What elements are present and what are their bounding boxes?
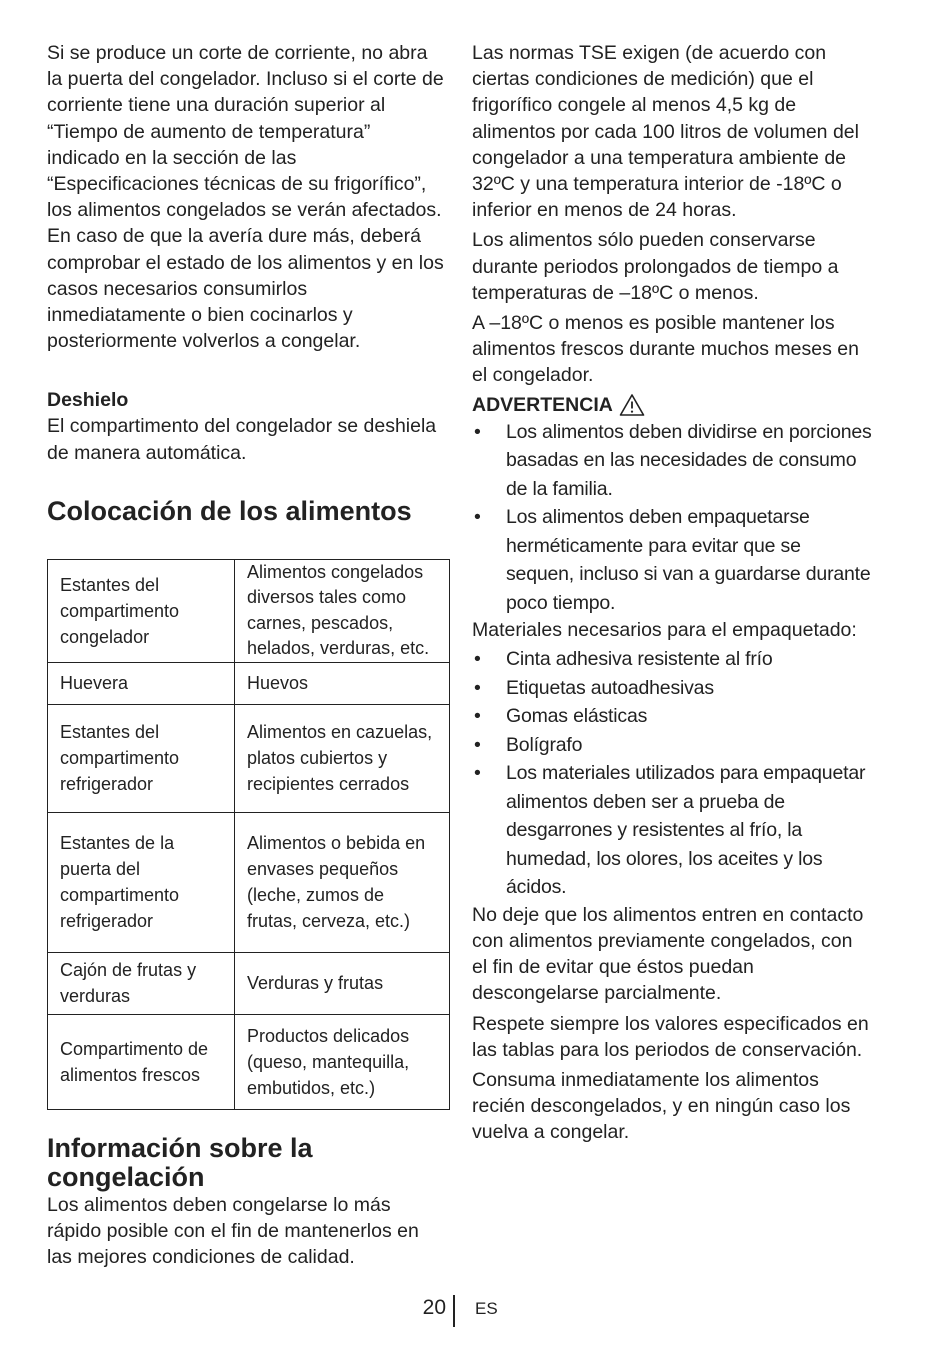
table-row: [48, 952, 450, 1014]
table-cell-food: Productos delicados (queso, mantequilla, embutidos, etc.): [235, 1014, 450, 1109]
power-outage-paragraph: Si se produce un corte de corriente, no abra la puerta del congelador. Incluso si el corte de corriente tiene una duración superior al “Tiempo de aumento de temperatura” indicado en la sección de las “Especificaciones técnicas de su frigorífico”, los alimentos congelados se verán afectados. En caso de que la avería dure más, deberá comprobar el estado de los alimentos y en los casos necesarios consumirlos inmediatamente o bien cocinarlos y posteriormente volverlos a congelar.: [47, 42, 444, 353]
bullet-icon: •: [474, 420, 481, 443]
list-item: • Bolígrafo: [472, 731, 872, 760]
warning-triangle-icon: [619, 393, 645, 417]
list-item: • Etiquetas autoadhesivas: [472, 674, 872, 703]
fresh-months-paragraph: A –18ºC o menos es posible mantener los alimentos frescos durante muchos meses en el congelador.: [472, 312, 859, 387]
respect-paragraph: Respete siempre los valores especificados en las tablas para los periodos de conservación.: [472, 1012, 869, 1061]
footer-divider: [453, 1295, 455, 1327]
table-cell-food: Alimentos o bebida en envases pequeños (leche, zumos de frutas, cerveza, etc.): [235, 812, 450, 952]
page-footer: [0, 1294, 950, 1330]
bullet-icon: •: [474, 648, 481, 671]
tse-paragraph: Las normas TSE exigen (de acuerdo con ciertas condiciones de medición) que el frigorífico congele al menos 4,5 kg de alimentos por cada 100 litros de volumen del congelador a una temperatura ambiente de 32ºC y una temperatura interior de -18ºC o inferior en menos de 24 horas.: [472, 42, 859, 222]
materials-intro: Materiales necesarios para el empaquetado:: [472, 619, 857, 642]
food-placement-table: [47, 559, 450, 1110]
table-cell-food: Alimentos en cazuelas, platos cubiertos y recipientes cerrados: [235, 704, 450, 812]
list-item: • Los alimentos deben dividirse en porciones basadas en las necesidades de consumo de la familia.: [472, 418, 872, 504]
table-cell-zone: Huevera: [48, 662, 235, 704]
bullet-icon: •: [474, 733, 481, 756]
language-code: ES: [475, 1299, 498, 1318]
table-cell-food: Huevos: [235, 662, 450, 704]
table-row: [48, 704, 450, 812]
info-congelacion-paragraph: Los alimentos deben congelarse lo más rápido posible con el fin de mantenerlos en las mejores condiciones de calidad.: [47, 1193, 419, 1269]
left-column: [47, 40, 447, 1270]
warning-label: ADVERTENCIA: [472, 393, 613, 416]
table-cell-zone: Compartimento de alimentos frescos: [48, 1014, 235, 1109]
table-cell-zone: Cajón de frutas y verduras: [48, 952, 235, 1014]
deshielo-paragraph: El compartimento del congelador se deshiela de manera automática.: [47, 415, 437, 464]
table-cell-zone: Estantes del compartimento refrigerador: [48, 704, 235, 812]
table-row: [48, 662, 450, 704]
table-cell-food: Verduras y frutas: [235, 952, 450, 1014]
table-row: [48, 559, 450, 662]
materials-list: [472, 645, 872, 902]
contact-paragraph: No deje que los alimentos entren en contacto con alimentos previamente congelados, con el fin de evitar que éstos puedan descongelarse parcialmente.: [472, 903, 864, 1005]
warning-list: [472, 418, 872, 618]
right-column: [472, 40, 872, 1146]
list-item: • Los alimentos deben empaquetarse herméticamente para evitar que se sequen, incluso si van a guardarse durante poco tiempo.: [472, 503, 872, 617]
table-row: [48, 812, 450, 952]
list-item: • Gomas elásticas: [472, 702, 872, 731]
table-row: [48, 1014, 450, 1109]
bullet-icon: •: [474, 705, 481, 728]
colocacion-heading: Colocación de los alimentos: [47, 495, 412, 526]
storage-paragraph: Los alimentos sólo pueden conservarse durante periodos prolongados de tiempo a temperaturas de –18ºC o menos.: [472, 229, 839, 304]
warning-heading: [472, 392, 872, 418]
info-congelacion-heading: Información sobre la congelación: [47, 1132, 313, 1192]
table-cell-food: Alimentos congelados diversos tales como carnes, pescados, helados, verduras, etc.: [235, 559, 450, 662]
page-number: 20: [422, 1296, 446, 1319]
table-cell-zone: Estantes del compartimento congelador: [48, 559, 235, 662]
table-cell-zone: Estantes de la puerta del compartimento refrigerador: [48, 812, 235, 952]
list-item: • Cinta adhesiva resistente al frío: [472, 645, 872, 674]
deshielo-heading: Deshielo: [47, 389, 129, 412]
bullet-icon: •: [474, 506, 481, 529]
consume-paragraph: Consuma inmediatamente los alimentos recién descongelados, y en ningún caso los vuelva a congelar.: [472, 1069, 851, 1144]
bullet-icon: •: [474, 762, 481, 785]
bullet-icon: •: [474, 676, 481, 699]
list-item: • Los materiales utilizados para empaquetar alimentos deben ser a prueba de desgarrones y resistentes al frío, la humedad, los olores, los aceites y los ácidos.: [472, 759, 872, 902]
